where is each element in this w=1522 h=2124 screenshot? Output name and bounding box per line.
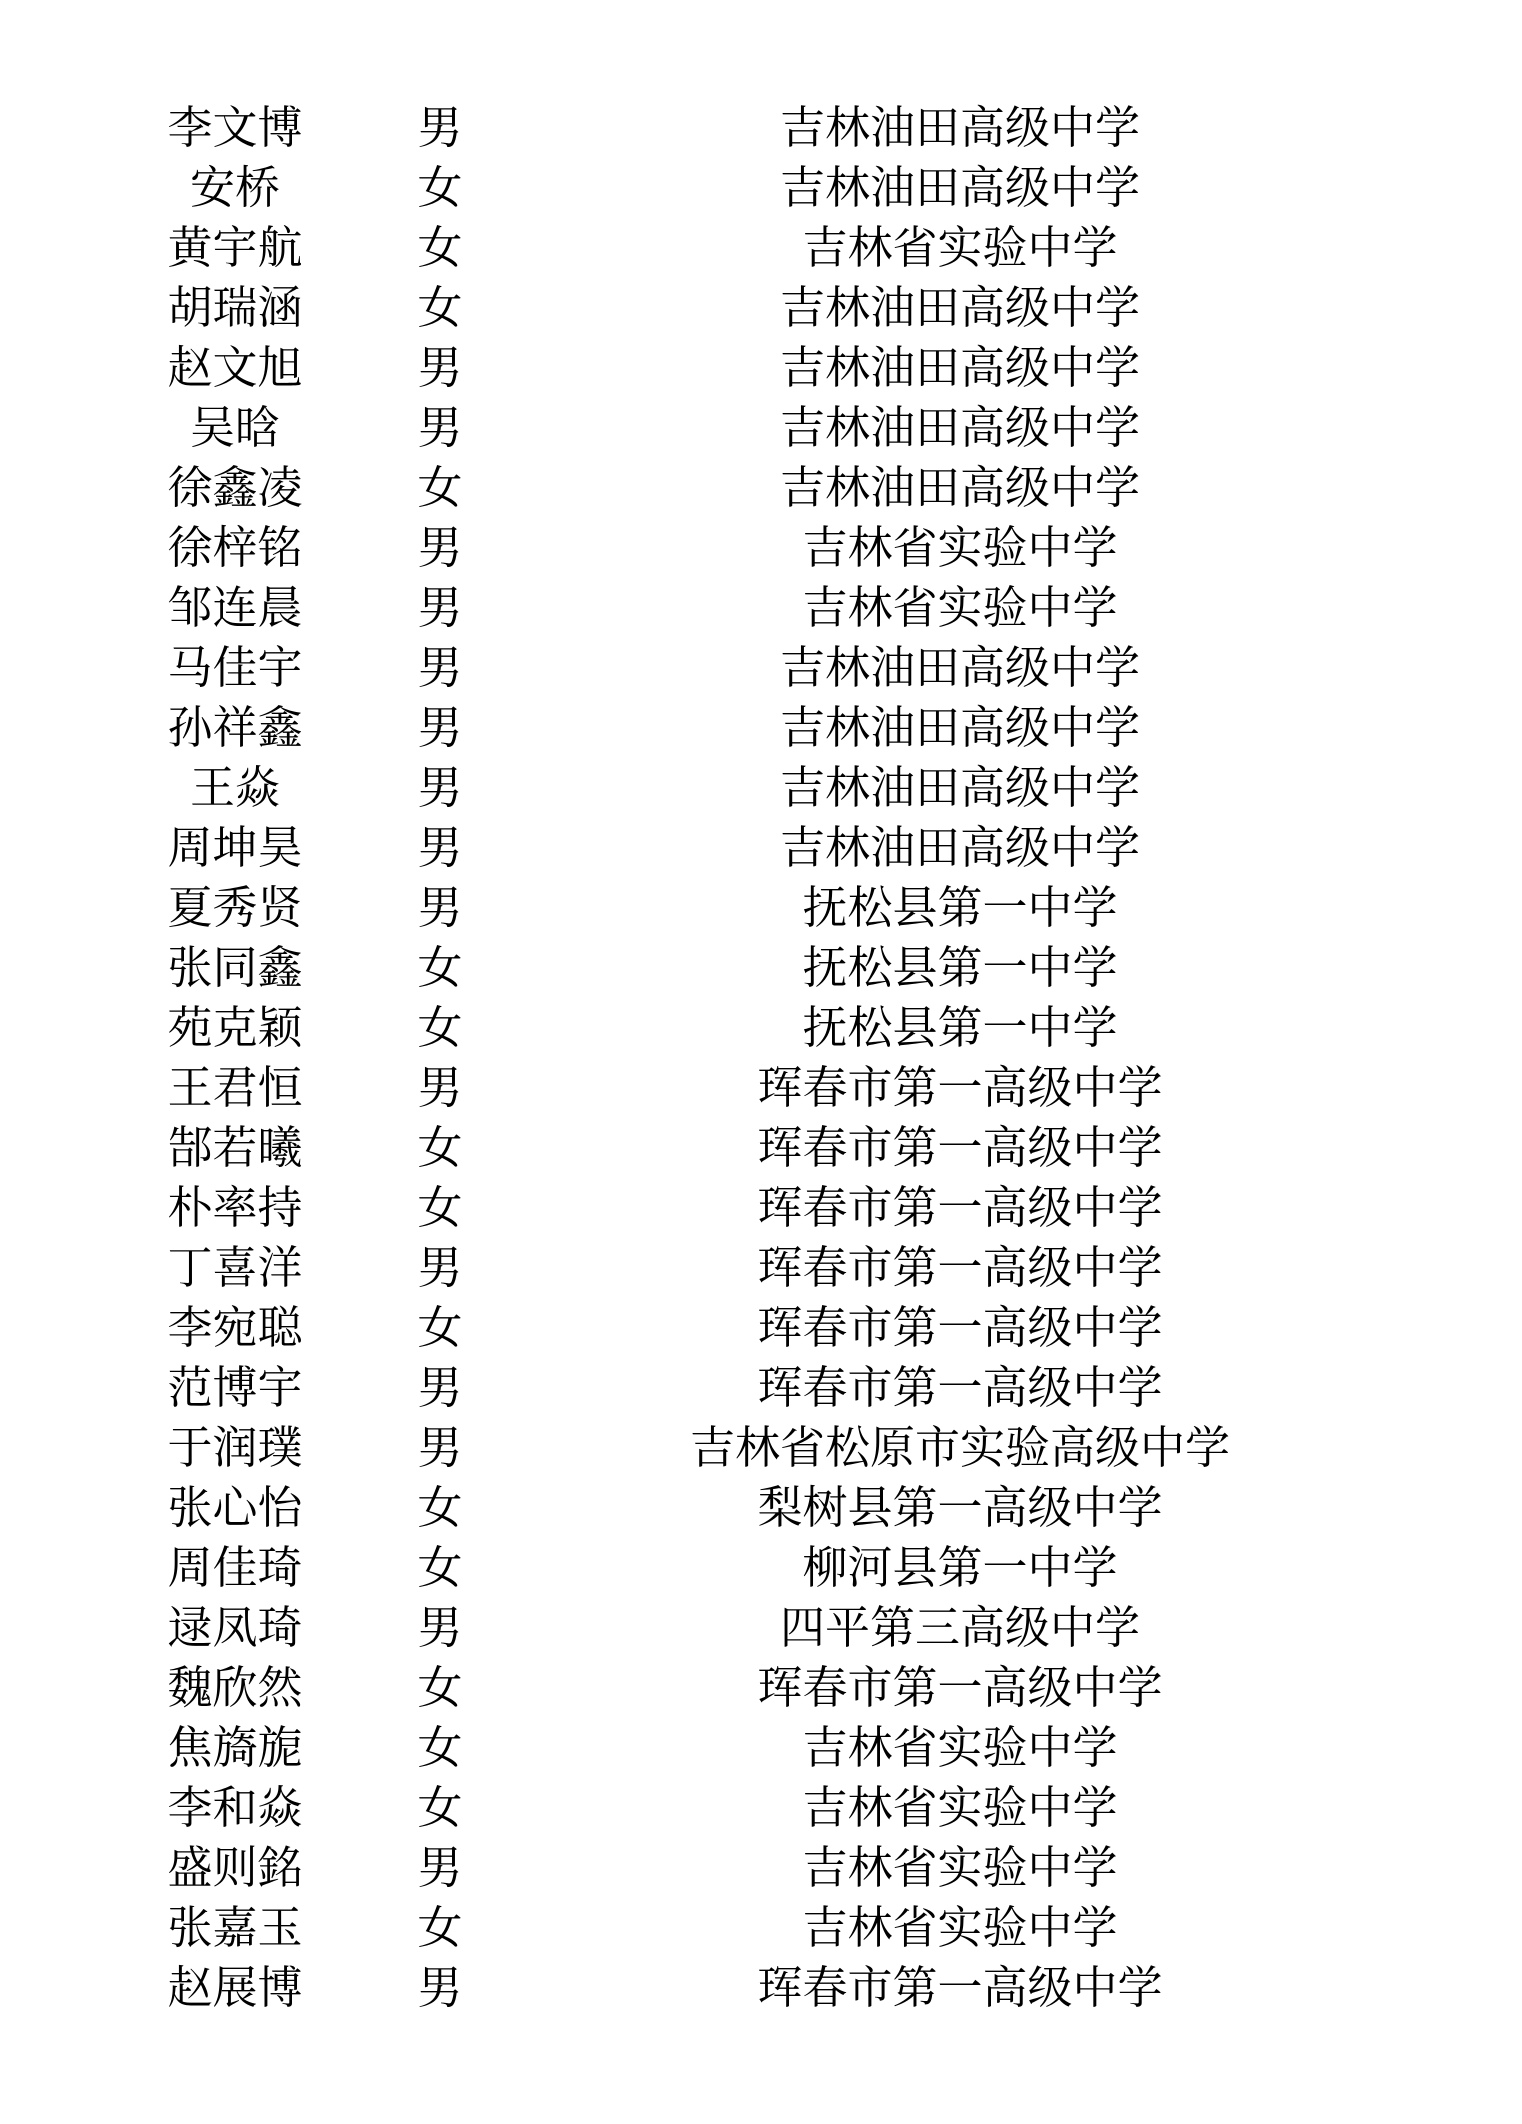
student-gender: 女: [417, 161, 463, 214]
student-gender: 男: [417, 881, 463, 934]
student-school: 珲春市第一高级中学: [757, 1961, 1163, 2014]
student-gender: 女: [417, 941, 463, 994]
roster-row: [0, 998, 1522, 1058]
student-school: 吉林省松原市实验高级中学: [689, 1421, 1230, 1474]
student-school: 吉林省实验中学: [802, 521, 1118, 574]
roster-row: [0, 578, 1522, 638]
student-school: 吉林省实验中学: [802, 1721, 1118, 1774]
student-name: 黄宇航: [167, 221, 303, 274]
roster-row: [0, 938, 1522, 998]
student-school: 吉林油田高级中学: [779, 101, 1140, 154]
student-school: 吉林油田高级中学: [779, 401, 1140, 454]
student-school: 吉林油田高级中学: [779, 161, 1140, 214]
student-gender: 男: [417, 101, 463, 154]
student-school: 吉林油田高级中学: [779, 281, 1140, 334]
student-name: 魏欣然: [167, 1661, 303, 1714]
student-name: 吴晗: [189, 401, 280, 454]
student-gender: 女: [417, 281, 463, 334]
roster-row: [0, 1358, 1522, 1418]
student-name: 徐鑫凌: [167, 461, 303, 514]
student-name: 胡瑞涵: [167, 281, 303, 334]
roster-row: [0, 1658, 1522, 1718]
student-gender: 女: [417, 1541, 463, 1594]
student-gender: 男: [417, 1841, 463, 1894]
student-name: 周佳琦: [167, 1541, 303, 1594]
roster-row: [0, 1718, 1522, 1778]
student-school: 吉林油田高级中学: [779, 461, 1140, 514]
student-name: 逯凤琦: [167, 1601, 303, 1654]
student-name: 于润璞: [167, 1421, 303, 1474]
student-school: 吉林油田高级中学: [779, 641, 1140, 694]
student-school: 吉林油田高级中学: [779, 821, 1140, 874]
student-name: 邹连晨: [167, 581, 303, 634]
roster-row: [0, 758, 1522, 818]
student-school: 柳河县第一中学: [802, 1541, 1118, 1594]
student-name: 孙祥鑫: [167, 701, 303, 754]
student-gender: 女: [417, 221, 463, 274]
student-name: 苑克颖: [167, 1001, 303, 1054]
student-school: 吉林省实验中学: [802, 1841, 1118, 1894]
roster-row: [0, 98, 1522, 158]
student-gender: 男: [417, 1421, 463, 1474]
roster-row: [0, 398, 1522, 458]
roster-row: [0, 1958, 1522, 2018]
student-school: 珲春市第一高级中学: [757, 1361, 1163, 1414]
student-school: 四平第三高级中学: [779, 1601, 1140, 1654]
student-gender: 男: [417, 821, 463, 874]
roster-row: [0, 1118, 1522, 1178]
student-gender: 男: [417, 641, 463, 694]
student-name: 安桥: [189, 161, 280, 214]
student-gender: 男: [417, 1361, 463, 1414]
student-gender: 男: [417, 581, 463, 634]
student-school: 吉林省实验中学: [802, 221, 1118, 274]
student-name: 李文博: [167, 101, 303, 154]
student-gender: 男: [417, 521, 463, 574]
student-school: 吉林油田高级中学: [779, 761, 1140, 814]
roster-row: [0, 1298, 1522, 1358]
student-name: 赵展博: [167, 1961, 303, 2014]
student-gender: 男: [417, 761, 463, 814]
roster-row: [0, 1778, 1522, 1838]
roster-row: [0, 878, 1522, 938]
student-gender: 女: [417, 1481, 463, 1534]
roster-row: [0, 1238, 1522, 1298]
roster-row: [0, 158, 1522, 218]
student-gender: 女: [417, 1661, 463, 1714]
student-name: 张嘉玉: [167, 1901, 303, 1954]
student-name: 朴率持: [167, 1181, 303, 1234]
student-school: 珲春市第一高级中学: [757, 1301, 1163, 1354]
student-name: 丁喜洋: [167, 1241, 303, 1294]
student-name: 郜若曦: [167, 1121, 303, 1174]
student-name: 焦旖旎: [167, 1721, 303, 1774]
student-gender: 女: [417, 461, 463, 514]
student-gender: 男: [417, 1601, 463, 1654]
roster-row: [0, 278, 1522, 338]
student-name: 李和焱: [167, 1781, 303, 1834]
student-school: 吉林油田高级中学: [779, 701, 1140, 754]
student-school: 珲春市第一高级中学: [757, 1121, 1163, 1174]
student-school: 吉林油田高级中学: [779, 341, 1140, 394]
student-gender: 女: [417, 1901, 463, 1954]
student-gender: 女: [417, 1001, 463, 1054]
student-school: 吉林省实验中学: [802, 1781, 1118, 1834]
roster-row: [0, 1538, 1522, 1598]
student-gender: 男: [417, 701, 463, 754]
student-name: 夏秀贤: [167, 881, 303, 934]
student-gender: 男: [417, 341, 463, 394]
student-school: 抚松县第一中学: [802, 1001, 1118, 1054]
roster-row: [0, 218, 1522, 278]
roster-row: [0, 1418, 1522, 1478]
student-name: 范博宇: [167, 1361, 303, 1414]
student-school: 珲春市第一高级中学: [757, 1241, 1163, 1294]
student-name: 李宛聪: [167, 1301, 303, 1354]
roster-row: [0, 1898, 1522, 1958]
student-name: 马佳宇: [167, 641, 303, 694]
student-school: 梨树县第一高级中学: [757, 1481, 1163, 1534]
roster-row: [0, 458, 1522, 518]
student-name: 王焱: [189, 761, 280, 814]
student-school: 吉林省实验中学: [802, 581, 1118, 634]
student-name: 徐梓铭: [167, 521, 303, 574]
roster-row: [0, 698, 1522, 758]
roster-row: [0, 818, 1522, 878]
student-name: 盛则銘: [167, 1841, 303, 1894]
student-name: 张心怡: [167, 1481, 303, 1534]
roster-row: [0, 338, 1522, 398]
student-gender: 女: [417, 1781, 463, 1834]
student-name: 王君恒: [167, 1061, 303, 1114]
student-roster-list: [0, 98, 1522, 2018]
student-school: 珲春市第一高级中学: [757, 1661, 1163, 1714]
student-school: 珲春市第一高级中学: [757, 1061, 1163, 1114]
student-school: 抚松县第一中学: [802, 941, 1118, 994]
student-school: 抚松县第一中学: [802, 881, 1118, 934]
student-name: 赵文旭: [167, 341, 303, 394]
student-school: 珲春市第一高级中学: [757, 1181, 1163, 1234]
student-gender: 女: [417, 1121, 463, 1174]
student-gender: 男: [417, 1961, 463, 2014]
roster-row: [0, 518, 1522, 578]
student-gender: 女: [417, 1181, 463, 1234]
roster-row: [0, 1478, 1522, 1538]
student-school: 吉林省实验中学: [802, 1901, 1118, 1954]
student-gender: 女: [417, 1301, 463, 1354]
roster-row: [0, 1598, 1522, 1658]
student-gender: 男: [417, 1241, 463, 1294]
student-gender: 男: [417, 401, 463, 454]
student-gender: 女: [417, 1721, 463, 1774]
roster-row: [0, 638, 1522, 698]
student-name: 张同鑫: [167, 941, 303, 994]
student-gender: 男: [417, 1061, 463, 1114]
student-name: 周坤昊: [167, 821, 303, 874]
roster-row: [0, 1178, 1522, 1238]
roster-row: [0, 1838, 1522, 1898]
roster-row: [0, 1058, 1522, 1118]
